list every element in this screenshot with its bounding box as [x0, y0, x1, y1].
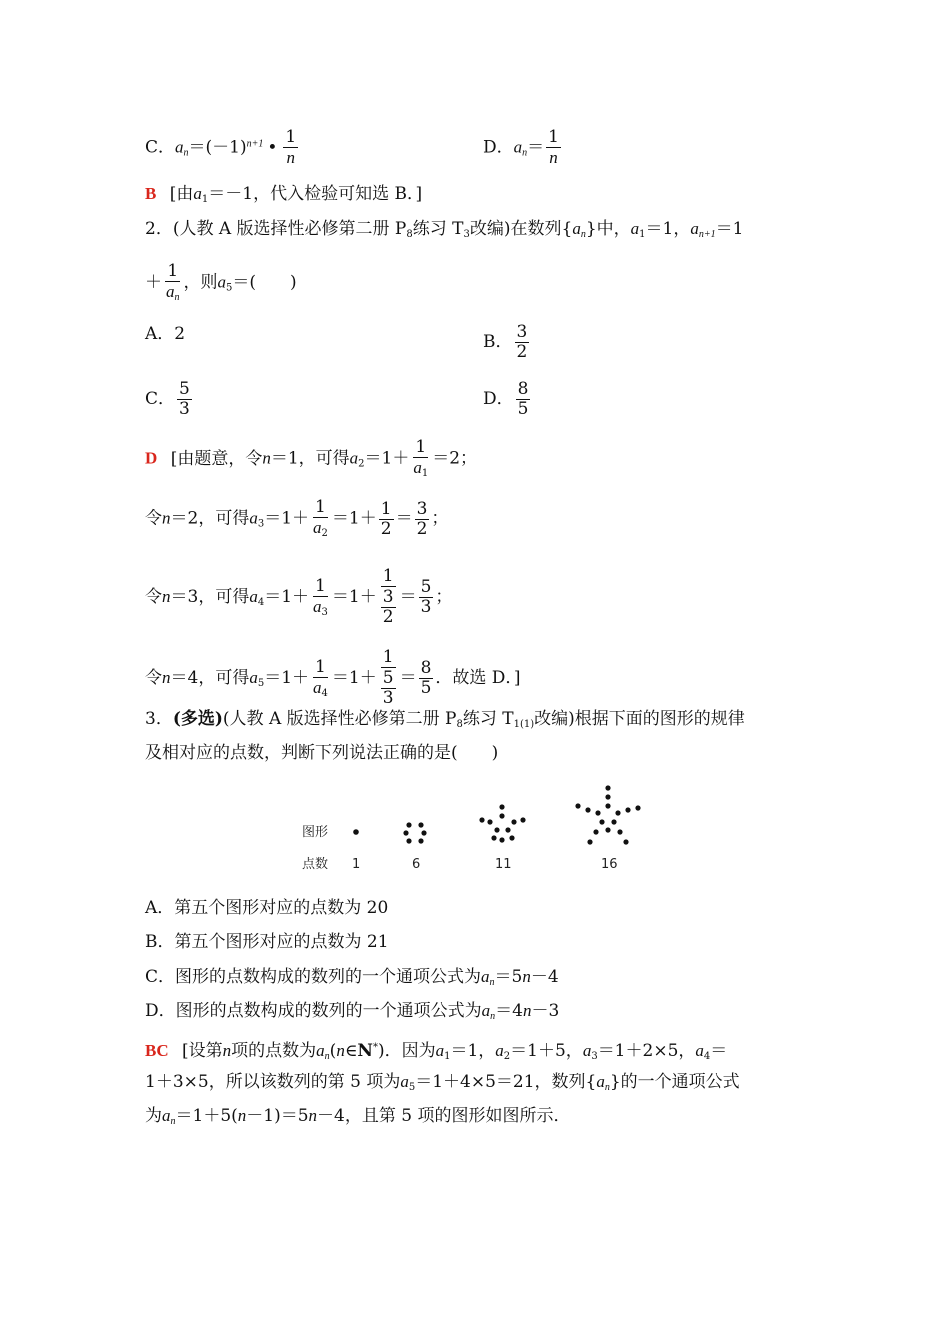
q2-option-a[interactable]: A．2: [145, 324, 186, 344]
q2-stem-cont: ＋ $\frac{1}{a_n}$ ，则$a_5=$( ): [145, 261, 297, 303]
q1-answer: B [由$a_1=-1$，代入检验可知选 B．]: [145, 184, 423, 205]
q1-option-c[interactable]: C．$a_n=(-1)^{n+1}$ • $\frac{1}{n}$: [145, 127, 297, 167]
q2-stem: 2．(人教 A 版选择性必修第二册 $P_8$练习 $T_3$改编)在数列$\{a_n\}$中，$a_1=1$，$a_{n+1}=1$: [145, 219, 744, 240]
q3-option-b[interactable]: B．第五个图形对应的点数为 21: [145, 932, 389, 952]
q2-solution-line-1: D [由题意，令n＝1，可得$a_2=1+$ $\frac{1}{a_1}$ ＝2；: [145, 437, 478, 479]
count-label: 16: [601, 857, 618, 872]
q3-solution-line-2: 1＋3×5，所以该数列的第 5 项为$a_5=1+4\times 5=21$，数列$\{a_n\}$的一个通项公式: [145, 1072, 740, 1093]
count-label: 1: [352, 857, 361, 872]
pattern-3: [479, 804, 525, 842]
count-row-label: 点数: [302, 857, 329, 872]
q2-solution-line-4: 令n＝4，可得$a_5=1+$ $\frac{1}{a_4}$ ＝1＋ $\frac{1}{\frac{5}{3}}$ ＝ $\frac{8}{5}$ ．故选 D．]: [145, 647, 521, 708]
dot-pattern-figure: [290, 780, 670, 880]
q3-solution-line-3: 为$a_n=1+5(n-1)=5n-4$，且第 5 项的图形如图所示．: [145, 1106, 571, 1127]
q2-solution-line-2: 令n＝2，可得$a_3=1+$ $\frac{1}{a_2}$ ＝1＋ $\frac{1}{2}$ ＝ $\frac{3}{2}$ ；: [145, 497, 449, 539]
pattern-4: [575, 785, 640, 844]
pattern-2: [403, 822, 426, 843]
fraction: $\frac{1}{n}$: [548, 127, 559, 167]
q3-stem-cont: 及相对应的点数，判断下列说法正确的是( ): [145, 743, 499, 763]
q2-option-b[interactable]: B． $\frac{3}{2}$: [483, 322, 528, 362]
dot: [353, 829, 359, 835]
count-label: 6: [412, 857, 421, 872]
answer-key: BC: [145, 1041, 169, 1060]
q1-option-d[interactable]: D．$a_n=$ $\frac{1}{n}$: [483, 127, 559, 167]
q2-solution-line-3: 令n＝3，可得$a_4=1+$ $\frac{1}{a_3}$ ＝1＋ $\frac{1}{\frac{3}{2}}$ ＝ $\frac{5}{3}$ ；: [145, 566, 453, 627]
figure-row-label: 图形: [302, 825, 329, 840]
answer-key: B: [145, 184, 157, 203]
q2-option-c[interactable]: C． $\frac{5}{3}$: [145, 379, 190, 419]
fraction: $\frac{1}{n}$: [285, 127, 297, 167]
q2-option-d[interactable]: D． $\frac{8}{5}$: [483, 379, 529, 419]
q3-solution-line-1: BC [设第n项的点数为$a_n(n\in N^*)$．因为$a_1=1$，$a_2=1+5$，$a_3=1+2\times 5$，$a_4=$: [145, 1041, 728, 1062]
q3-stem: 3．(多选)(人教 A 版选择性必修第二册 $P_8$练习 $T_{1(1)}$改编)根据下面的图形的规律: [145, 709, 745, 730]
q3-option-d[interactable]: D．图形的点数构成的数列的一个通项公式为$a_n=4n-3$: [145, 1001, 560, 1022]
count-label: 11: [495, 857, 512, 872]
answer-key: D: [145, 448, 158, 468]
q3-option-c[interactable]: C．图形的点数构成的数列的一个通项公式为$a_n=5n-4$: [145, 967, 559, 988]
q3-option-a[interactable]: A．第五个图形对应的点数为 20: [145, 898, 389, 918]
